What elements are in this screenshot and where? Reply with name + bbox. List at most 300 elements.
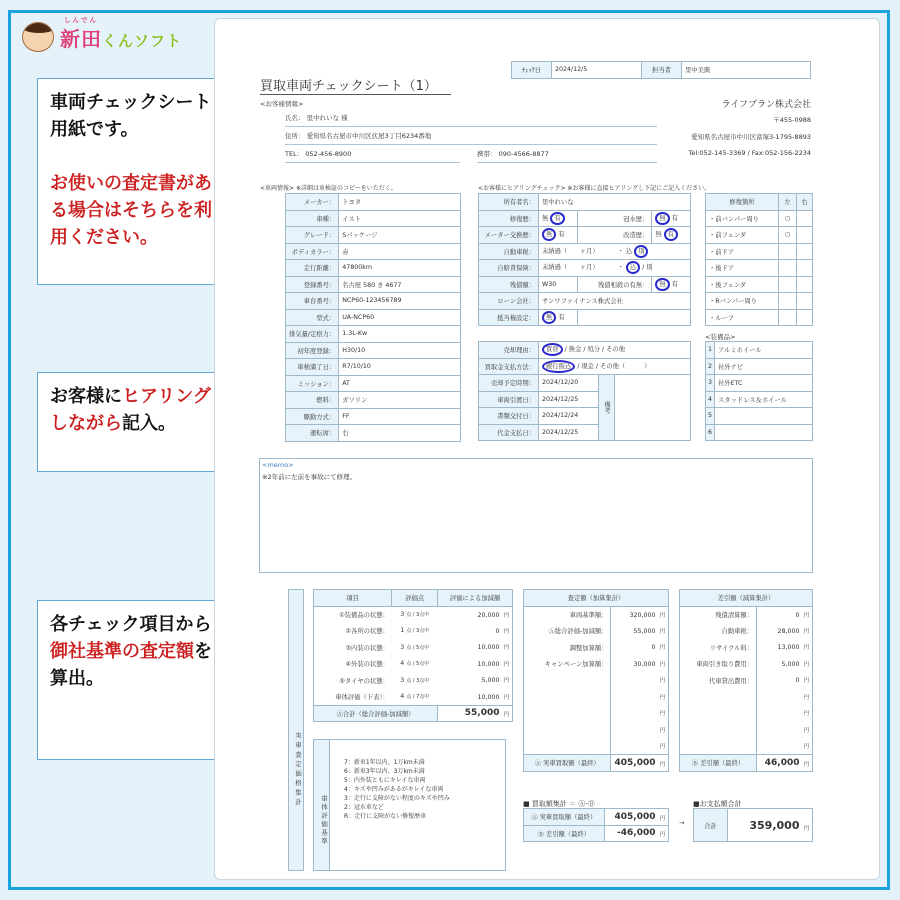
yen: 円 (803, 825, 809, 832)
amount-cell (438, 672, 513, 689)
repair-row (706, 210, 813, 227)
repair-left (779, 276, 797, 293)
amount: 30,000 (633, 660, 656, 668)
amount-cell (438, 656, 513, 673)
reason: 処分 (587, 346, 601, 354)
eval-score (392, 639, 438, 656)
equipment-number: 2 (706, 358, 715, 375)
eval-total-label: Ⓐ合計（総合評価-加減額） (314, 705, 438, 722)
vehicle-row (286, 260, 461, 277)
flood-history-label: 冠水歴： (577, 210, 652, 227)
amount-cell (438, 623, 513, 640)
assessment-label (524, 672, 611, 689)
vehicle-value: FF (339, 408, 461, 425)
amount: 5,000 (781, 660, 800, 668)
vehicle-row (286, 408, 461, 425)
vehicle-label: 燃料： (286, 392, 339, 409)
equipment-row (706, 375, 813, 392)
vehicle-label: 駆動方式： (286, 408, 339, 425)
amount: 320,000 (629, 611, 656, 619)
callout-text: お客様に (50, 386, 122, 407)
eval-score (392, 656, 438, 673)
unpaid: 未納過（ (542, 264, 568, 272)
paren: ） (644, 362, 651, 370)
reason-selected: 買替 (542, 343, 563, 356)
amount-cell (611, 689, 669, 706)
vehicle-row (286, 243, 461, 260)
insurance-label: 自賠責保険： (479, 260, 539, 277)
repair-part: ・前バンパー周り (706, 210, 779, 227)
unpaid: 未納過（ (542, 247, 568, 255)
vehicle-value: 右 (339, 425, 461, 442)
yen: 円 (503, 612, 509, 619)
brand-logo (22, 16, 183, 52)
equipment-name: スタッドレス＆ホイール (715, 391, 813, 408)
sale-value: 2024/12/24 (539, 408, 599, 425)
deduction-row (680, 623, 813, 640)
equipment-row (706, 424, 813, 441)
deduction-label (680, 738, 757, 755)
eval-item: 車体評価（下表）： (314, 689, 392, 706)
yen: 円 (659, 628, 665, 635)
amount-cell (438, 639, 513, 656)
criteria-line: 4：キズや凹みがあるがキレイな車両 (344, 786, 444, 793)
vehicle-row (286, 227, 461, 244)
assessment-label: Ⓐ総合評価-加減額： (524, 623, 611, 640)
amount-cell (438, 606, 513, 623)
repair-left (779, 243, 797, 260)
amount-cell (757, 672, 813, 689)
sale-value: 2024/12/25 (539, 391, 599, 408)
equipment-number: 6 (706, 424, 715, 441)
option-yes-selected: 有 (664, 228, 678, 241)
criteria-box (313, 739, 506, 871)
payment-total-label: 合計 (694, 809, 728, 842)
eval-header (314, 590, 513, 607)
modify-label: 改造歴： (577, 227, 652, 244)
yen: 円 (659, 832, 665, 839)
assessment-row (524, 672, 669, 689)
assessment-total-label: Ⓐ 実車買取額（最終） (524, 755, 611, 772)
eval-row (314, 623, 513, 640)
option-no: 無 (655, 231, 662, 239)
score: 1 (400, 627, 405, 635)
equipment-name: アルミホイール (715, 342, 813, 359)
loan-balance-label: 残債額： (479, 276, 539, 293)
sale-table: 売却理由： 買替 / 換金 / 処分 / その他 買取金支払方法： 銀行振込 / 現金 / その他（ ） 売却予定時期： 2024/12/20 備考 車両引渡日： 2024/12/25 書類交付日： 2024/12/24 代金支払日： 2024/12/25 (478, 341, 691, 441)
vehicle-table (285, 193, 461, 442)
criteria-line: 7：新車1年以内、1万km未満 (344, 759, 425, 766)
vehicle-label: 車種： (286, 210, 339, 227)
loan-company-label: ローン会社： (479, 293, 539, 310)
option-no-selected: 無 (655, 278, 669, 291)
vehicle-label: 型式： (286, 309, 339, 326)
amount-cell (757, 705, 813, 722)
final-deduction-label: Ⓑ 差引額（最終） (524, 825, 605, 842)
vehicle-row (286, 326, 461, 343)
repair-left: ○ (779, 227, 797, 244)
equipment-row (706, 342, 813, 359)
amount-cell (757, 738, 813, 755)
brand-ruby: しんでん (64, 16, 98, 24)
equipment-number: 4 (706, 391, 715, 408)
vehicle-row (286, 392, 461, 409)
eval-item: ②各所の状態： (314, 623, 392, 640)
assessment-row (524, 705, 669, 722)
deduction-header (680, 590, 813, 607)
vehicle-label: グレード： (286, 227, 339, 244)
assessment-label (524, 705, 611, 722)
yen: 円 (659, 694, 665, 701)
reason: 換金 (568, 346, 582, 354)
vehicle-value: Sパッケージ (339, 227, 461, 244)
assessment-row (524, 656, 669, 673)
right-label: 右 (797, 194, 813, 211)
assessment-row (524, 689, 669, 706)
callout-text: 各チェック項目から (50, 614, 212, 635)
yen: 円 (803, 645, 809, 652)
sale-row (479, 375, 691, 392)
score: 4 (400, 660, 405, 668)
vehicle-header: <車両情報> ※詳細は車検証のコピーをいただく。 (260, 185, 397, 192)
final-purchase-label: Ⓐ 実車買取額（最終） (524, 809, 605, 826)
amount: 10,000 (477, 693, 500, 701)
option-yes: 有 (558, 313, 565, 321)
vehicle-label: 運転席： (286, 425, 339, 442)
owner-label: 所有者名： (479, 194, 539, 211)
sale-label: 売却予定時期： (479, 375, 539, 392)
reason: その他 (606, 346, 626, 354)
score-max: 点 / 3点中 (406, 628, 430, 635)
eval-score (392, 689, 438, 706)
score-max: 点 / 7点中 (406, 694, 430, 700)
check-date-label: ﾁｪｯｸ日 (512, 62, 552, 79)
vehicle-label: 初年度登録： (286, 342, 339, 359)
brand-name: 新田くんソフト (60, 26, 183, 51)
score-max: 点 / 3点中 (406, 677, 430, 684)
months: ヶ月） (579, 247, 599, 255)
deduction-header-label: 差引額（減算集計） (680, 590, 813, 607)
amount-cell (611, 639, 669, 656)
repair-row (706, 276, 813, 293)
payment-selected: 銀行振込 (542, 360, 575, 373)
assessment-label: 車両基準額： (524, 606, 611, 623)
amount: 55,000 (633, 627, 656, 635)
remarks-label: 備考 (599, 375, 615, 441)
customer-mobile: 090-4566-8877 (498, 150, 549, 158)
yen: 円 (503, 694, 509, 701)
amount: 10,000 (477, 660, 500, 668)
company-tel: Tel:052-145-3369 / Fax:052-156-2234 (688, 149, 811, 157)
eval-item: ④外装の状態： (314, 656, 392, 673)
payment-method-label: 買取金支払方法： (479, 358, 539, 375)
arrow-icon: → (679, 819, 685, 827)
equipment-name: 社外ナビ (715, 358, 813, 375)
vehicle-label: 登録番号： (286, 276, 339, 293)
eval-score (392, 672, 438, 689)
check-date: 2024/12/5 (552, 62, 642, 79)
assessment-row (524, 606, 669, 623)
yen: 円 (803, 727, 809, 734)
yen: 円 (659, 645, 665, 652)
vehicle-label: ボディカラー： (286, 243, 339, 260)
callout-text: を算出。 (50, 641, 212, 689)
amount: 10,000 (477, 644, 500, 652)
amount: 0 (795, 611, 800, 619)
option-no-selected: 無 (542, 311, 556, 324)
yen: 円 (803, 761, 809, 768)
remarks-value (615, 375, 691, 441)
repair-part: ・前ドア (706, 243, 779, 260)
option-yes: 有 (671, 280, 678, 288)
vehicle-row (286, 293, 461, 310)
eval-header-cell: 項目 (314, 590, 392, 607)
repair-right (797, 210, 813, 227)
score-max: 点 / 3点中 (406, 612, 430, 618)
yen: 円 (803, 694, 809, 701)
criteria-line: 3：走行に支障がない程度のキズや凹み (344, 795, 450, 802)
repair-left (779, 260, 797, 277)
repair-history-label: 修復歴： (479, 210, 539, 227)
yen: 円 (503, 645, 509, 652)
equipment-row (706, 391, 813, 408)
vehicle-label: メーカー： (286, 194, 339, 211)
amount-cell (757, 639, 813, 656)
vehicle-value: 1.3L-Kw (339, 326, 461, 343)
sale-value: 2024/12/20 (539, 375, 599, 392)
criteria-line: 6：新車3年以内、3万km未満 (344, 768, 425, 775)
memo-label: <memo> (262, 461, 294, 469)
option-incl: 込 (625, 247, 633, 255)
equipment-header: <装備品> (705, 333, 736, 341)
vehicle-label: 走行距離： (286, 260, 339, 277)
assessment-row (524, 738, 669, 755)
vehicle-value: イスト (339, 210, 461, 227)
evaluation-table (313, 589, 513, 722)
callout-text: 車両チェックシート用紙です。 (50, 92, 212, 140)
callout-text: ヒアリングしながら (50, 386, 211, 434)
payment-method: その他（ (600, 362, 626, 370)
sale-value: 2024/12/25 (539, 424, 599, 441)
option-no-selected: 無 (655, 212, 669, 225)
amount: 28,000 (777, 627, 800, 635)
document-title: 買取車両チェックシート（1） (260, 75, 451, 95)
assessment-label: 調整加算額： (524, 639, 611, 656)
meter-label: メーター交換歴： (479, 227, 539, 244)
deduction-label (680, 722, 757, 739)
repair-right (797, 260, 813, 277)
assessment-label: キャンペーン加算額： (524, 656, 611, 673)
yen: 円 (659, 727, 665, 734)
mobile-label: 携帯： (477, 150, 497, 158)
amount-cell (611, 606, 669, 623)
company-address: 愛知県名古屋市中川区富塚3-1795-8893 (691, 133, 811, 141)
customer-address: 愛知県名古屋市中川区伏屋3丁目6234番地 (306, 132, 432, 140)
yen: 円 (803, 612, 809, 619)
equipment-number: 5 (706, 408, 715, 425)
name-label: 氏名： (285, 114, 305, 122)
equipment-table (705, 341, 813, 441)
deduction-row (680, 672, 813, 689)
repair-header-label: 修復箇所 (706, 194, 779, 211)
side-label: 実車査定価格集計 (288, 589, 304, 871)
amount-cell (757, 656, 813, 673)
eval-row (314, 639, 513, 656)
repair-left (779, 309, 797, 326)
vehicle-row (286, 375, 461, 392)
eval-item: ①装備品の状態： (314, 606, 392, 623)
criteria-line: R：走行に支障がない修復歴車 (344, 813, 427, 820)
equipment-name (715, 424, 813, 441)
purchase-total-table (523, 808, 669, 842)
lien-label: 抵当権設定： (479, 309, 539, 326)
repair-row (706, 309, 813, 326)
staff-label: 担当者 (642, 62, 682, 79)
eval-row (314, 672, 513, 689)
amount: 13,000 (777, 644, 800, 652)
amount: 0 (795, 677, 800, 685)
eval-row (314, 656, 513, 673)
repair-right (797, 227, 813, 244)
equipment-number: 3 (706, 375, 715, 392)
option-separate-selected: 別 (634, 245, 648, 258)
address-label: 住所： (285, 132, 305, 140)
vehicle-label: ミッション： (286, 375, 339, 392)
vehicle-row (286, 309, 461, 326)
amount: 0 (495, 627, 500, 635)
vehicle-value: 47800km (339, 260, 461, 277)
score-max: 点 / 5点中 (406, 661, 430, 668)
option-yes-selected: 有 (550, 212, 564, 225)
deduction-row (680, 738, 813, 755)
amount-cell (611, 623, 669, 640)
amount-cell (757, 722, 813, 739)
vehicle-label: 排気量/定格力： (286, 326, 339, 343)
assessment-total (524, 755, 669, 772)
sale-label: 車両引渡日： (479, 391, 539, 408)
amount: 20,000 (477, 611, 500, 619)
repair-part: ・ルーフ (706, 309, 779, 326)
option-no-selected: 無 (542, 228, 556, 241)
loan-company: サンワファイナンス株式会社 (539, 293, 691, 310)
vehicle-value: NCP60-123456789 (339, 293, 461, 310)
amount-cell (611, 656, 669, 673)
repair-part: ・後ドア (706, 260, 779, 277)
company-zip: 〒455-0988 (773, 116, 811, 124)
repair-left: ○ (779, 210, 797, 227)
yen: 円 (503, 678, 509, 685)
criteria-label: 車体評価基準 (314, 740, 330, 870)
yen: 円 (503, 628, 509, 635)
deduction-row (680, 689, 813, 706)
assessment-header-label: 査定額（加算集計） (524, 590, 669, 607)
amount-cell (757, 623, 813, 640)
equipment-name: 社外ETC (715, 375, 813, 392)
company-name: ライフプラン株式会社 (721, 100, 811, 110)
repair-left (779, 293, 797, 310)
deduction-label (680, 705, 757, 722)
eval-header-cell: 評価点 (392, 590, 438, 607)
eval-row (314, 606, 513, 623)
eval-item: ⑤タイヤの状態： (314, 672, 392, 689)
repair-right (797, 293, 813, 310)
yen: 円 (659, 815, 665, 822)
eval-row (314, 689, 513, 706)
assessment-row (524, 623, 669, 640)
sale-reason-label: 売却理由： (479, 342, 539, 359)
amount-cell (611, 755, 669, 772)
repair-right (797, 309, 813, 326)
vehicle-value: UA-NCP60 (339, 309, 461, 326)
callout-text: 御社基準の査定額 (50, 641, 194, 662)
option-yes: 有 (558, 231, 565, 239)
vehicle-row (286, 194, 461, 211)
deduction-table (679, 589, 813, 772)
offset-label: 残債相殺の有無： (577, 276, 652, 293)
car-tax-label: 自動車税： (479, 243, 539, 260)
assessment-row (524, 639, 669, 656)
repair-row (706, 243, 813, 260)
repair-right (797, 276, 813, 293)
deduction-label (680, 689, 757, 706)
owner: 里中れいな (539, 194, 691, 211)
eval-item: ③内装の状態： (314, 639, 392, 656)
final-deduction: -46,000 (617, 828, 656, 839)
eval-score (392, 623, 438, 640)
yen: 円 (803, 678, 809, 685)
vehicle-value: AT (339, 375, 461, 392)
yen: 円 (659, 711, 665, 718)
assessment-label (524, 689, 611, 706)
deduction-label: 車両引き取り費用： (680, 656, 757, 673)
vehicle-row (286, 342, 461, 359)
yen: 円 (803, 628, 809, 635)
repair-row (706, 227, 813, 244)
deduction-label: リサイクル料： (680, 639, 757, 656)
score: 3 (400, 611, 405, 618)
customer-name: 里中れいな 様 (306, 114, 348, 122)
memo-box (259, 458, 813, 573)
deduction-row (680, 656, 813, 673)
staff: 里中美興 (682, 62, 811, 79)
deduction-row (680, 705, 813, 722)
hearing-header: <お客様にヒアリングチェック> ※お客様に直接ヒアリングし下記にご記入ください。 (478, 185, 711, 192)
callout-calc (37, 600, 240, 760)
yen: 円 (659, 744, 665, 750)
customer-tel: 052-456-8900 (305, 150, 352, 158)
vehicle-row (286, 425, 461, 442)
option-yes: 有 (671, 214, 678, 222)
repair-part: ・前フェンダ (706, 227, 779, 244)
amount: 55,000 (464, 708, 500, 719)
eval-score (392, 606, 438, 623)
option-incl-selected: 込 (626, 261, 640, 274)
callout-hearing (37, 372, 240, 472)
vehicle-row (286, 359, 461, 376)
final-purchase: 405,000 (614, 811, 656, 822)
check-date-table (511, 61, 811, 79)
deduction-row (680, 639, 813, 656)
eval-total (314, 705, 513, 722)
deduction-total (680, 755, 813, 772)
vehicle-value: トヨタ (339, 194, 461, 211)
amount-cell (611, 705, 669, 722)
assessment-row (524, 722, 669, 739)
repair-right (797, 243, 813, 260)
vehicle-label: 車検満了日： (286, 359, 339, 376)
loan-balance: W30 (539, 276, 578, 293)
hearing-table: 所有者名： 里中れいな 修復歴： 無 有 冠水歴： 無 有 メーター交換歴： 無 有 改造歴： 無 有 自動車税： 未納過（ ヶ月） ・ 込 別 自賠責保険： 未納過（ ヶ月） ・ 込 / 別 残債額： W30 残債相殺の有無： 無 有 ローン会社： サンワファイナンス株式会社 抵当権設定： 無 有 (478, 193, 691, 326)
